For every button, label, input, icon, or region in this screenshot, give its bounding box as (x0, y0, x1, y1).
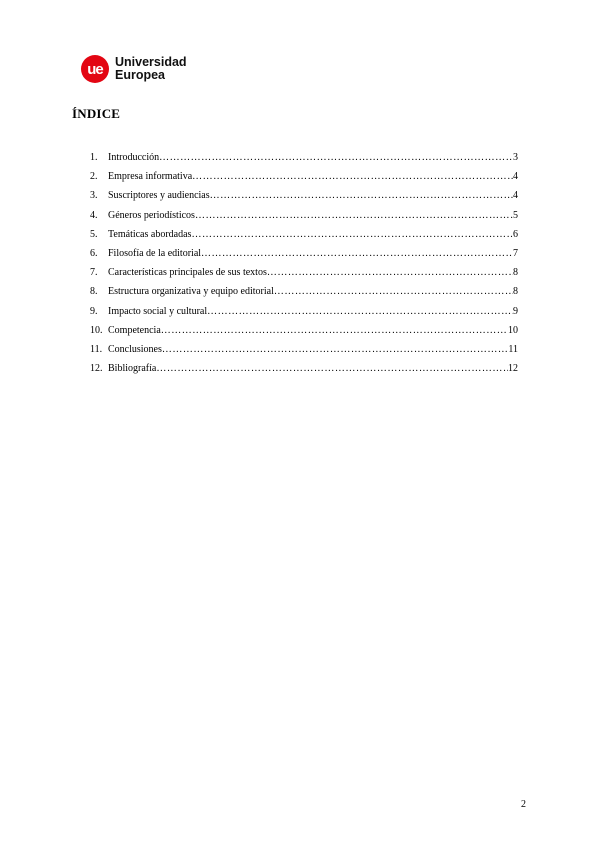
toc-entry-number: 5. (90, 228, 98, 240)
logo-line-1: Universidad (115, 55, 187, 69)
table-of-contents (90, 148, 518, 378)
toc-dot-leader (195, 206, 513, 225)
toc-entry-page: 11 (508, 343, 518, 355)
toc-entry[interactable] (90, 321, 518, 340)
toc-entry-label: Conclusiones (108, 343, 162, 355)
toc-entry-page: 5 (513, 209, 518, 221)
toc-entry-page: 8 (513, 286, 518, 298)
toc-entry-page: 7 (513, 247, 518, 259)
toc-entry-number: 3. (90, 190, 98, 202)
logo-wordmark (115, 56, 187, 82)
toc-entry[interactable] (90, 148, 518, 167)
university-logo (81, 55, 187, 83)
toc-dot-leader (192, 167, 513, 186)
toc-entry-number: 8. (90, 286, 98, 298)
toc-entry-page: 9 (513, 305, 518, 317)
toc-dot-leader (161, 321, 508, 340)
toc-dot-leader (159, 148, 513, 167)
toc-entry-number: 2. (90, 171, 98, 183)
toc-entry-label: Características principales de sus textos (108, 267, 267, 279)
page-number: 2 (521, 799, 526, 810)
toc-entry-number: 12. (90, 363, 103, 375)
toc-entry-label: Introducción (108, 152, 160, 163)
toc-entry-page: 4 (513, 190, 518, 202)
toc-entry-label: Impacto social y cultural (108, 305, 208, 317)
logo-line-2: Europea (115, 68, 166, 82)
ue-logo-icon: ue (81, 55, 109, 83)
index-heading: ÍNDICE (72, 106, 121, 121)
toc-entry-page: 12 (508, 363, 518, 375)
toc-entry[interactable] (90, 340, 518, 359)
toc-entry[interactable] (90, 282, 518, 301)
toc-entry[interactable] (90, 302, 518, 321)
toc-entry-number: 11. (90, 343, 103, 355)
toc-entry-page: 10 (508, 324, 518, 336)
toc-entry-page: 6 (513, 228, 518, 240)
toc-entry-number: 1. (90, 152, 98, 163)
toc-entry-number: 7. (90, 267, 98, 279)
toc-entry-label: Bibliografía (108, 363, 157, 375)
toc-dot-leader (210, 186, 513, 205)
toc-dot-leader (267, 263, 513, 282)
toc-entry[interactable] (90, 225, 518, 244)
toc-entry-page: 4 (513, 171, 518, 183)
toc-entry[interactable] (90, 186, 518, 205)
toc-entry-label: Géneros periodísticos (108, 209, 195, 221)
toc-entry-label: Competencia (108, 324, 161, 336)
toc-dot-leader (201, 244, 513, 263)
toc-entry[interactable] (90, 263, 518, 282)
toc-entry-number: 6. (90, 247, 98, 259)
toc-dot-leader (156, 359, 508, 378)
toc-entry-number: 9. (90, 305, 98, 317)
toc-entry[interactable] (90, 167, 518, 186)
toc-entry-label: Filosofía de la editorial (108, 247, 202, 259)
toc-dot-leader (207, 302, 513, 321)
toc-entry-number: 4. (90, 209, 98, 221)
toc-entry[interactable] (90, 359, 518, 378)
toc-dot-leader (162, 340, 508, 359)
toc-entry-page: 8 (513, 267, 518, 279)
toc-dot-leader (191, 225, 513, 244)
toc-entry-number: 10. (90, 324, 103, 336)
toc-entry-label: Empresa informativa (108, 171, 193, 183)
toc-entry[interactable] (90, 206, 518, 225)
toc-entry-label: Suscriptores y audiencias (108, 190, 210, 202)
toc-entry-label: Estructura organizativa y equipo editorial (108, 286, 274, 298)
toc-dot-leader (274, 282, 513, 301)
toc-entry[interactable] (90, 244, 518, 263)
toc-entry-page: 3 (513, 152, 518, 163)
toc-entry-label: Temáticas abordadas (108, 228, 192, 240)
